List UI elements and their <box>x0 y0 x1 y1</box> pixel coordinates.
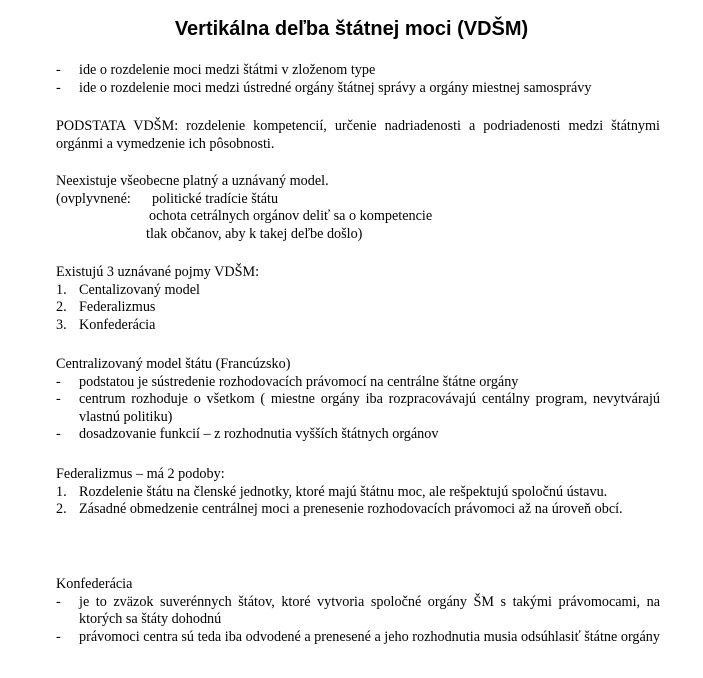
list-item: 3. Konfederácia <box>56 316 156 333</box>
page-title: Vertikálna deľba štátnej moci (VDŠM) <box>174 18 529 40</box>
model-line: Neexistuje všeobecne platný a uznávaný model. <box>56 173 329 189</box>
list-item: 2. Zásadné obmedzenie centrálnej moci a prenesenie rozhodovacích právomoci až na úroveň obcí. <box>56 501 623 518</box>
factor-item: ochota cetrálnych orgánov deliť sa o kompetencie <box>149 208 433 225</box>
list-item: - ide o rozdelenie moci medzi štátmi v zloženom type <box>56 62 376 78</box>
list-item: - centrum rozhoduje o všetkom ( miestne orgány iba rozpracovávajú centálny program, nevytvárajú vlastnú politiku) <box>56 391 660 425</box>
list-item: - ide o rozdelenie moci medzi ústredné orgány štátnej správy a orgány miestnej samosprávy <box>56 79 592 96</box>
factor-item: tlak občanov, aby k takej deľbe došlo) <box>146 225 363 242</box>
confederation-section <box>56 576 660 646</box>
list-item: - dosadzovanie funkcií – z rozhodnutia vyšších štátnych orgánov <box>56 426 439 443</box>
list-item: - je to zväzok suverénnych štátov, ktoré vytvoria spoločné orgány ŠM s takými právomocami, na ktorých sa štáty dohodnú <box>56 593 660 628</box>
factor-list <box>146 190 433 244</box>
section-heading: Federalizmus – má 2 podoby: <box>56 466 225 482</box>
model-label: (ovplyvnené: <box>56 190 131 207</box>
list-item: - podstatou je sústredenie rozhodovacích právomocí na centrálne štátne orgány <box>56 373 519 390</box>
list-item: 1. Centalizovaný model <box>56 281 200 298</box>
podstata-paragraph: PODSTATA VDŠM: rozdelenie kompetencií, určenie nadriadenosti a podriadenosti medzi štátnymi orgánmi a vymedzenie ich pôsobnosti. <box>56 118 660 152</box>
concepts-section <box>56 264 660 334</box>
model-section <box>56 173 660 243</box>
centralized-section <box>56 356 660 444</box>
list-item: 2. Federalizmus <box>56 299 156 316</box>
federalism-section <box>56 466 660 519</box>
section-heading: Centralizovaný model štátu (Francúzsko) <box>56 356 291 372</box>
section-heading: Existujú 3 uznávané pojmy VDŠM: <box>56 264 260 280</box>
intro-list <box>56 62 660 97</box>
list-item: - právomoci centra sú teda iba odvodené a prenesené a jeho rozhodnutia musia odsúhlasiť štátne orgány <box>56 628 660 645</box>
list-item: 1. Rozdelenie štátu na členské jednotky, ktoré majú štátnu moc, ale rešpektujú spoločnú ústavu. <box>56 483 608 500</box>
factor-item: politické tradície štátu <box>152 190 279 207</box>
section-heading: Konfederácia <box>56 576 133 592</box>
